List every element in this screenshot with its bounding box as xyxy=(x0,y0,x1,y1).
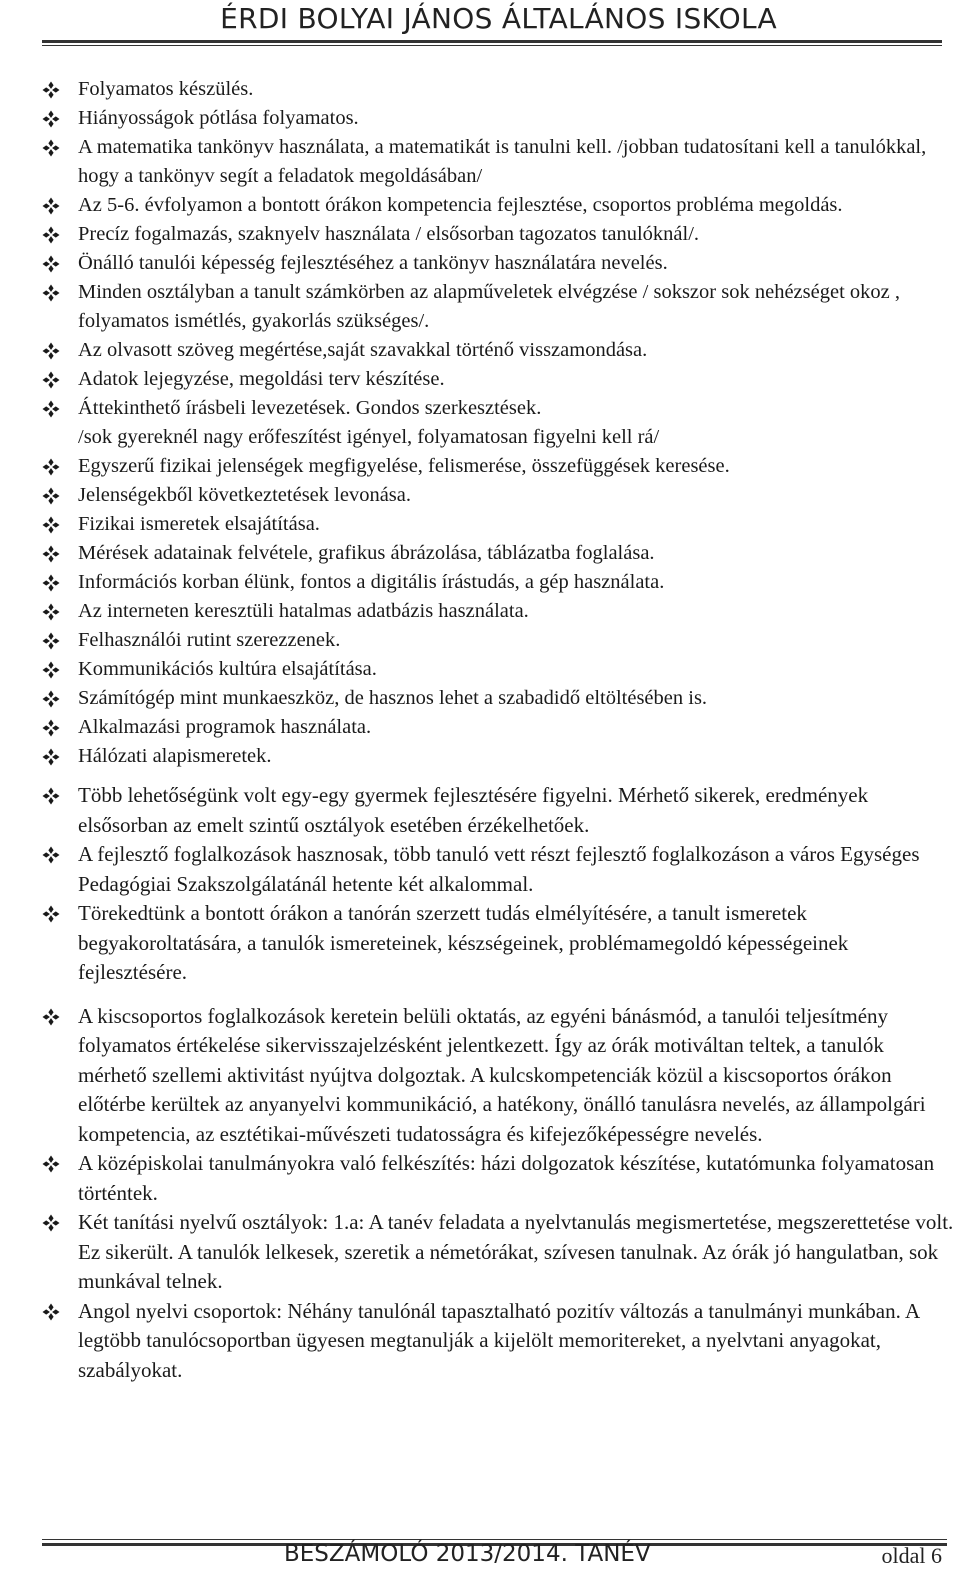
list-item-text: Számítógép mint munkaeszköz, de hasznos lehet a szabadidő eltöltésében is. xyxy=(78,687,708,709)
list-item xyxy=(40,655,955,684)
bullet-list xyxy=(40,75,955,1385)
list-item xyxy=(40,336,955,365)
list-item xyxy=(40,452,955,481)
diamond-bullet-icon xyxy=(42,661,60,679)
list-item-text: Kommunikációs kultúra elsajátítása. xyxy=(78,658,377,680)
list-item-text: Több lehetőségünk volt egy-egy gyermek fejlesztésére figyelni. Mérhető sikerek, eredmények elsősorban az emelt szintű osztályok esetében érzékelhetőek. xyxy=(78,783,869,837)
list-item xyxy=(40,104,955,133)
diamond-bullet-icon xyxy=(42,516,60,534)
diamond-bullet-icon xyxy=(42,690,60,708)
list-item-text: Alkalmazási programok használata. xyxy=(78,716,372,738)
list-item-text: Hiányosságok pótlása folyamatos. xyxy=(78,107,359,129)
diamond-bullet-icon xyxy=(42,342,60,360)
diamond-bullet-icon xyxy=(42,1008,60,1026)
list-item-text: A fejlesztő foglalkozások hasznosak, több tanuló vett részt fejlesztő foglalkozáson a város Egységes Pedagógiai Szakszolgálatánál hetente két alkalommal. xyxy=(78,842,920,896)
list-item xyxy=(40,481,955,510)
diamond-bullet-icon xyxy=(42,787,60,805)
diamond-bullet-icon xyxy=(42,197,60,215)
list-item-text: Precíz fogalmazás, szaknyelv használata / elsősorban tagozatos tanulóknál/. xyxy=(78,223,700,245)
diamond-bullet-icon xyxy=(42,255,60,273)
list-item-text: Az 5-6. évfolyamon a bontott órákon kompetencia fejlesztése, csoportos probléma megoldás. xyxy=(78,194,843,216)
list-item-text: Az olvasott szöveg megértése,saját szavakkal történő visszamondása. xyxy=(78,339,648,361)
diamond-bullet-icon xyxy=(42,81,60,99)
list-item-text: Felhasználói rutint szerezzenek. xyxy=(78,629,341,651)
list-item-text: Hálózati alapismeretek. xyxy=(78,745,272,767)
list-item-text: A középiskolai tanulmányokra való felkészítés: házi dolgozatok készítése, kutatómunka folyamatosan történtek. xyxy=(78,1151,935,1205)
header-rule xyxy=(42,40,942,43)
list-item-text: A matematika tankönyv használata, a matematikát is tanulni kell. /jobban tudatosítani kell a tanulókkal, hogy a tankönyv segít a feladatok megoldásában/ xyxy=(78,136,927,187)
list-item-text: Egyszerű fizikai jelenségek megfigyelése, felismerése, összefüggések keresése. xyxy=(78,455,730,477)
list-item xyxy=(40,365,955,394)
diamond-bullet-icon xyxy=(42,110,60,128)
list-item xyxy=(40,713,955,742)
list-item xyxy=(40,1208,955,1297)
list-item xyxy=(40,899,955,988)
list-item-text: Fizikai ismeretek elsajátítása. xyxy=(78,513,320,535)
list-item xyxy=(40,1297,955,1386)
diamond-bullet-icon xyxy=(42,226,60,244)
list-item xyxy=(40,597,955,626)
list-item xyxy=(40,840,955,899)
diamond-bullet-icon xyxy=(42,1214,60,1232)
diamond-bullet-icon xyxy=(42,458,60,476)
list-item-text: Önálló tanulói képesség fejlesztéséhez a tankönyv használatára nevelés. xyxy=(78,252,668,274)
list-item-text: Áttekinthető írásbeli levezetések. Gondos szerkesztések. xyxy=(78,397,542,419)
header-rule-thin xyxy=(42,45,942,46)
list-group-2 xyxy=(40,781,955,988)
list-item-text: Folyamatos készülés. xyxy=(78,78,254,100)
list-item-text: Adatok lejegyzése, megoldási terv készítése. xyxy=(78,368,445,390)
diamond-bullet-icon xyxy=(42,905,60,923)
diamond-bullet-icon xyxy=(42,400,60,418)
diamond-bullet-icon xyxy=(42,139,60,157)
diamond-bullet-icon xyxy=(42,1155,60,1173)
list-item xyxy=(40,568,955,597)
footer-rule-thin xyxy=(42,1539,947,1540)
diamond-bullet-icon xyxy=(42,1303,60,1321)
list-item xyxy=(40,249,955,278)
list-item xyxy=(40,1002,955,1150)
list-group-1 xyxy=(40,75,955,771)
diamond-bullet-icon xyxy=(42,719,60,737)
list-item xyxy=(40,626,955,655)
list-item-text: Törekedtünk a bontott órákon a tanórán szerzett tudás elmélyítésére, a tanult ismeretek begyakoroltatására, a tanulók ismereteinek, készségeinek, problémamegoldó képességeinek fejlesztésére. xyxy=(78,901,849,984)
list-item-text: Jelenségekből következtetések levonása. xyxy=(78,484,411,506)
list-item xyxy=(40,75,955,104)
list-item xyxy=(40,742,955,771)
diamond-bullet-icon xyxy=(42,846,60,864)
diamond-bullet-icon xyxy=(42,574,60,592)
list-item xyxy=(40,278,955,336)
footer-title: BESZÁMOLÓ 2013/2014. TANÉV xyxy=(284,1541,651,1567)
diamond-bullet-icon xyxy=(42,487,60,505)
list-item xyxy=(40,684,955,713)
list-item xyxy=(40,539,955,568)
diamond-bullet-icon xyxy=(42,545,60,563)
list-group-3 xyxy=(40,1002,955,1386)
list-item xyxy=(40,191,955,220)
diamond-bullet-icon xyxy=(42,284,60,302)
list-item xyxy=(40,781,955,840)
list-item-text: Minden osztályban a tanult számkörben az alapműveletek elvégzése / sokszor sok nehézséget okoz , folyamatos ismétlés, gyakorlás szükséges/. xyxy=(78,281,900,332)
diamond-bullet-icon xyxy=(42,371,60,389)
list-item xyxy=(40,133,955,191)
list-item-text: Angol nyelvi csoportok: Néhány tanulónál tapasztalható pozitív változás a tanulmányi munkában. A legtöbb tanulócsoportban ügyesen megtanulják a kijelölt memoritereket, a nyelvtani anyagokat, szabályokat. xyxy=(78,1298,919,1382)
list-item-text: A kiscsoportos foglalkozások keretein belüli oktatás, az egyéni bánásmód, a tanulói teljesítmény folyamatos értékelése sikervisszajelzésként jelentkezett. Így az órák motiváltan teltek, a tanulók mérhető szellemi aktivitást nyújtva dolgoztak. A kulcskompetenciák közül a kiscsoportos órákon előtérbe kerültek az anyanyelvi kommunikáció, a hatékony, önálló tanulásra nevelés, az állampolgári kompetencia, az esztétikai-művészeti tudatosságra és kifejezőképességre nevelés. xyxy=(78,1003,926,1146)
page-number: oldal 6 xyxy=(881,1543,942,1568)
list-item xyxy=(40,394,955,423)
continuation-note: /sok gyereknél nagy erőfeszítést igényel, folyamatosan figyelni kell rá/ xyxy=(78,426,660,448)
list-item-text: Információs korban élünk, fontos a digitális írástudás, a gép használata. xyxy=(78,571,665,593)
list-item-text: Mérések adatainak felvétele, grafikus ábrázolása, táblázatba foglalása. xyxy=(78,542,655,564)
page-header-title: ÉRDI BOLYAI JÁNOS ÁLTALÁNOS ISKOLA xyxy=(220,2,777,35)
list-item-text: Az interneten keresztüli hatalmas adatbázis használata. xyxy=(78,600,529,622)
list-item xyxy=(40,510,955,539)
diamond-bullet-icon xyxy=(42,603,60,621)
list-item-text: Két tanítási nyelvű osztályok: 1.a: A tanév feladata a nyelvtanulás megismertetése, megszerettetése volt. Ez sikerült. A tanulók lelkesek, szeretik a németórákat, szívesen tanulnak. Az órák jó hangulatban, sok munkával telnek. xyxy=(78,1210,954,1293)
list-item xyxy=(40,220,955,249)
diamond-bullet-icon xyxy=(42,632,60,650)
diamond-bullet-icon xyxy=(42,748,60,766)
list-item xyxy=(40,1149,955,1208)
